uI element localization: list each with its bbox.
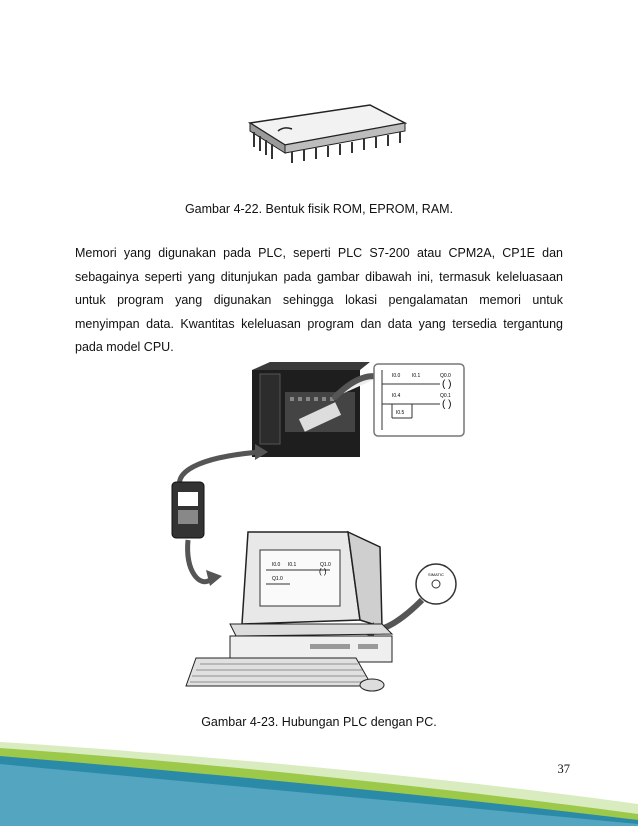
cd-label: SIMATIC <box>428 572 444 577</box>
ladder-label: I0.0 <box>392 373 401 379</box>
ladder-diagram-top <box>374 364 464 436</box>
paragraph-text: Memori yang digunakan pada PLC, seperti PLC S7-200 atau CPM2A, CP1E dan sebagainya seperti yang ditunjukan pada gambar dibawah ini, termasuk keleluasaan untuk program yang digunakan sehingga lokasi pengalamatan memori untuk menyimpan data. Kwantitas keleluasan program dan data yang tersedia tergantung pada model CPU. <box>75 246 563 354</box>
monitor-label: I0.0 <box>272 562 281 568</box>
plc-unit <box>252 362 370 457</box>
page-number: 37 <box>557 762 570 776</box>
ladder-label: Q0.1 <box>440 393 451 399</box>
coil-symbol: ( ) <box>442 399 452 410</box>
cd-disc-icon <box>416 564 456 604</box>
ladder-label: I0.1 <box>412 373 421 379</box>
body-paragraph <box>75 242 563 360</box>
mouse-icon <box>360 679 384 691</box>
pc-monitor <box>242 532 382 627</box>
coil-symbol: ( ) <box>319 567 327 576</box>
figure-caption-plc-pc: Gambar 4-23. Hubungan PLC dengan PC. <box>201 715 437 729</box>
ladder-label: I0.5 <box>396 410 405 416</box>
figure-caption-rom: Gambar 4-22. Bentuk fisik ROM, EPROM, RAM. <box>184 202 454 216</box>
monitor-label: Q1.0 <box>272 576 283 582</box>
pc-ppi-cable <box>172 482 204 538</box>
coil-symbol: ( ) <box>442 379 452 390</box>
monitor-label: Q1.0 <box>320 562 331 568</box>
pc-base-unit <box>230 624 392 662</box>
ladder-label: I0.4 <box>392 393 401 399</box>
plc-pc-illustration <box>160 362 480 702</box>
monitor-label: I0.1 <box>288 562 297 568</box>
ladder-label: Q0.0 <box>440 373 451 379</box>
keyboard-icon <box>186 658 372 686</box>
footer-wave-decoration <box>0 734 638 826</box>
dip-chip-icon <box>230 95 410 165</box>
